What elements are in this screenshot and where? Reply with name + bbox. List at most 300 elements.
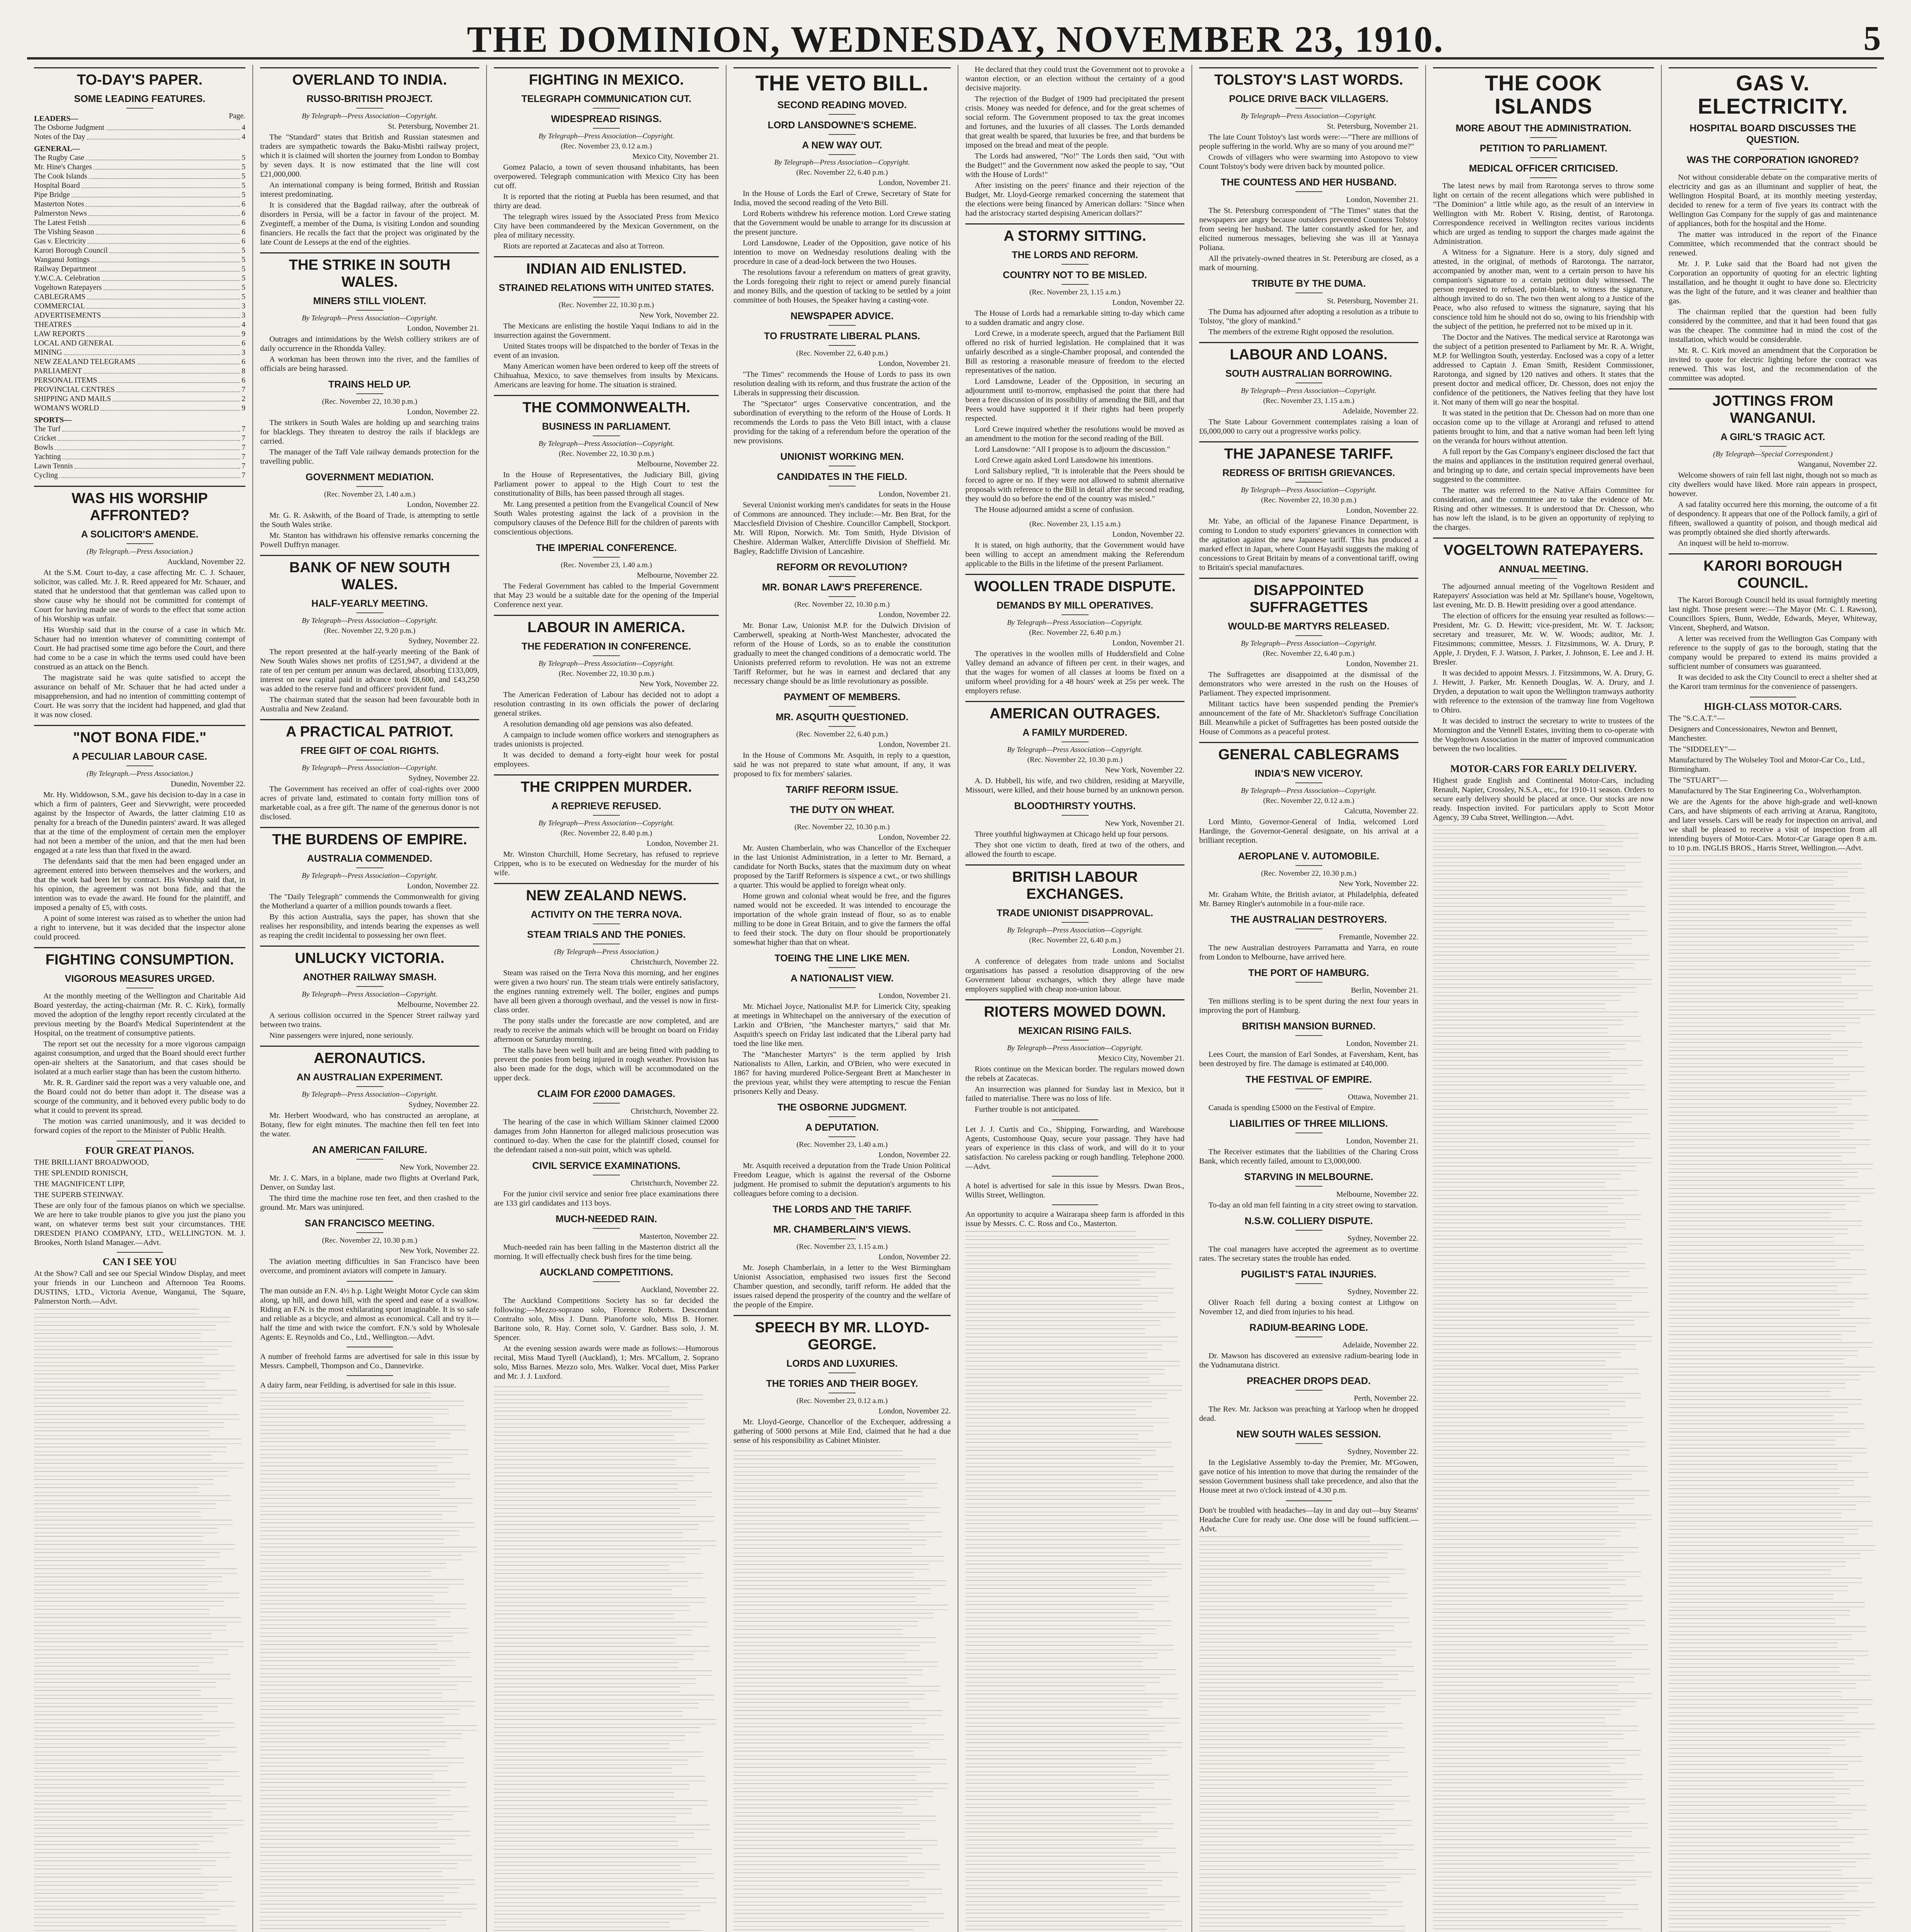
article-received-time: (Rec. November 22, 6.40 p.m.) (1263, 650, 1355, 658)
article-body (965, 1065, 1184, 1114)
advertisement-line: THE SPLENDID RONISCH, (34, 1169, 128, 1177)
article (494, 256, 719, 389)
article-subhead: COUNTRY NOT TO BE MISLED. (965, 269, 1184, 285)
article-received-time: (Rec. November 22, 10.30 p.m.) (1261, 496, 1356, 504)
advertisement-heading: HIGH-CLASS MOTOR-CARS. (1704, 701, 1842, 712)
index-row-page: 5 (242, 274, 245, 282)
article-subhead: STRAINED RELATIONS WITH UNITED STATES. (494, 282, 719, 298)
article-subhead: NEW SOUTH WALES SESSION. (1199, 1429, 1418, 1444)
index-leader-dots (99, 376, 240, 383)
index-leader-dots (98, 265, 240, 272)
article (260, 379, 479, 466)
article-paragraph: The "Spectator" urges Conservative concentration, and the subordination of everything to the reform of the House of Lords. It recommends the Lords to pass the Veto Bill intact, with a clause providing for the taking of a referendum before the operation of the new provisions. (733, 400, 951, 445)
article-paragraph: The election of officers for the ensuing year resulted as follows:—President, Mr. G. D. Hewitt; vice-president, Mr. W. T. Jackson; secretary and treasurer, Mr. W. W. Woods; auditor, Mr. J. Fitzsimmons; committee, Messrs. J. Fitzsimmons, W. A. Drury, P. Apple, J. Dryden, F. J. Watson, J. Parker, J. Johnson, E. Lee and J. H. Bresler. (1433, 612, 1654, 667)
article-dateline: London, November 22. (407, 882, 479, 890)
article-received-time: (Rec. November 22, 6.40 p.m.) (796, 349, 888, 357)
divider (347, 1375, 393, 1376)
article-subhead: CANDIDATES IN THE FIELD. (733, 471, 951, 486)
article (733, 1204, 951, 1310)
index-row-label: PERSONAL ITEMS (34, 376, 97, 384)
article-paragraph: The rejection of the Budget of 1909 had precipitated the present crisis. Money was needed for defence, and for the great schemes of social reform. The Government proposed to tax the great incomes and fortunes, and the luxuries of all classes. The Lords demanded that great wealth be spared, that luxuries be free, and that burdens be imposed on the bread and meat of the people. (965, 95, 1184, 150)
index-row (34, 255, 245, 265)
article-subhead: STARVING IN MELBOURNE. (1199, 1171, 1418, 1187)
article-body (1199, 417, 1418, 436)
article-dateline: Berlin, November 21. (1351, 986, 1418, 995)
article-subhead: HOSPITAL BOARD DISCUSSES THE QUESTION. (1669, 122, 1877, 150)
article-dateline: London, November 21. (878, 179, 951, 187)
article-subhead: PREACHER DROPS DEAD. (1199, 1375, 1418, 1391)
divider (1052, 1204, 1098, 1205)
article-paragraph: Mr. G. R. Askwith, of the Board of Trade, is attempting to settle the South Wales strike. (260, 511, 479, 529)
article-body (965, 541, 1184, 568)
index-row (34, 218, 245, 228)
index-leader-dots (106, 123, 240, 130)
article-paragraph: All the privately-owned theatres in St. Petersburg are closed, as a mark of mourning. (1199, 254, 1418, 272)
article-body (733, 844, 951, 947)
article-dateline: St. Petersburg, November 21. (1327, 297, 1418, 305)
article-paragraph: The adjourned annual meeting of the Vogeltown Resident and Ratepayers' Association was held at Mr. Spillane's house, Vogeltown, last evening, Mr. D. B. Hewitt presiding over a good attendance. (1433, 582, 1654, 609)
index-leader-dots (71, 190, 240, 197)
article-paragraph: The House of Lords had a remarkable sitting to-day which came to a sudden dramatic and angry close. (965, 309, 1184, 327)
article-subhead: MUCH-NEEDED RAIN. (494, 1213, 719, 1229)
article-subhead: LORD LANSDOWNE'S SCHEME. (733, 119, 951, 135)
article-paragraph: The report set out the necessity for a more vigorous campaign against consumption, and urged that the Board should erect further open-air shelters at the Sanatorium, and that cases should be isolated at a much earlier stage than has been the custom hitherto. (34, 1040, 245, 1076)
article-dateline: Melbourne, November 22. (397, 1000, 479, 1009)
article (1199, 850, 1418, 908)
article-dateline: London, November 21. (1346, 196, 1418, 204)
article-headline: THE COMMONWEALTH. (494, 395, 719, 416)
index-leader-dots (102, 311, 240, 318)
article-paragraph: United States troops will be dispatched to the border of Texas in the event of an invasion. (494, 342, 719, 360)
article-paragraph: Nine passengers were injured, none seriously. (269, 1031, 414, 1040)
article-subhead: WOULD-BE MARTYRS RELEASED. (1199, 621, 1418, 636)
index-row-label: NEW ZEALAND TELEGRAMS (34, 358, 136, 366)
article-subhead: POLICE DRIVE BACK VILLAGERS. (1199, 93, 1418, 109)
article (1199, 1171, 1418, 1210)
article (260, 719, 479, 821)
index-row-label: Vogeltown Ratepayers (34, 284, 102, 292)
article-paragraph: The Duma has adjourned after adopting a resolution as a tribute to Tolstoy, "the glory of mankind." (1199, 308, 1418, 325)
article-subhead: ANOTHER RAILWAY SMASH. (260, 971, 479, 987)
index-leader-dots (115, 339, 240, 346)
article-credit: By Telegraph—Press Association—Copyright. (1007, 1044, 1143, 1052)
index-row (34, 425, 245, 434)
article-paragraph: It was stated in the petition that Dr. Chesson had on more than one occasion come up to the village at Arorangi and refused to attend patients brought to him, and that a native woman had been left lying on the veranda for hours without attention. (1433, 409, 1654, 445)
article-dateline: London, November 22. (407, 408, 479, 416)
article-subhead: RADIUM-BEARING LODE. (1199, 1322, 1418, 1337)
article (965, 520, 1184, 568)
news-column-4 (727, 65, 958, 1932)
advertisement (34, 1146, 245, 1247)
article-body (1199, 890, 1418, 908)
article (1199, 1429, 1418, 1495)
advertisement (260, 1286, 479, 1342)
index-leader-dots (112, 395, 240, 401)
article-subhead: A GIRL'S TRAGIC ACT. (1669, 431, 1877, 447)
article-subhead: AN AUSTRALIAN EXPERIMENT. (260, 1071, 479, 1087)
index-leader-dots (100, 404, 240, 411)
article (1199, 1074, 1418, 1112)
article-subhead: AUCKLAND COMPETITIONS. (494, 1267, 719, 1282)
index-row-label: SHIPPING AND MAILS (34, 395, 111, 403)
newsprint-texture (965, 1231, 1184, 1932)
advertisement-text: A number of freehold farms are advertised for sale in this issue by Messrs. Campbell, Thompson and Co., Dannevirke. (260, 1352, 479, 1370)
article (733, 691, 951, 779)
article-subhead: LIABILITIES OF THREE MILLIONS. (1199, 1118, 1418, 1133)
article-received-time: (Rec. November 23, 1.15 a.m.) (1029, 288, 1121, 296)
article-credit: By Telegraph—Press Association—Copyright. (301, 314, 438, 322)
article-headline: GAS V. ELECTRICITY. (1669, 67, 1877, 118)
article-paragraph: Mr. Yabe, an official of the Japanese Finance Department, is coming to London to study exporters' grievances in connection with the agitation against the new Japanese tariff. This has produced a marked effect in Japan, where Count Hayashi suggests the making of concessions to Great Britain by means of a conventional tariff, owing to Britain's special manufactures. (1199, 517, 1418, 572)
article-paragraph: The "Manchester Martyrs" is the term applied by Irish Nationalists to Allen, Larkin, and O'Brien, who were executed in 1867 for having murdered Police-Sergeant Brett at Manchester in the previous year, whilst they were attempting to rescue the Fenian prisoners Kelly and Deasy. (733, 1050, 951, 1096)
article-subhead: TARIFF REFORM ISSUE. (733, 784, 951, 799)
article-credit: By Telegraph—Press Association—Copyright. (301, 112, 438, 120)
index-row-label: The Rugby Case (34, 154, 84, 162)
article (260, 471, 479, 549)
article (1433, 537, 1654, 753)
article-body (1199, 206, 1418, 272)
article (1199, 342, 1418, 436)
advertisement (1669, 702, 1877, 853)
article-subhead: PUGILIST'S FATAL INJURIES. (1199, 1269, 1418, 1284)
article-headline: A PRACTICAL PATRIOT. (260, 719, 479, 740)
article-dateline: New York, November 22. (400, 1163, 479, 1172)
index-row-page: 7 (242, 425, 245, 433)
article-paragraph: A. D. Hubbell, his wife, and two children, residing at Maryville, Missouri, were killed, and their house burned by an unknown person. (965, 777, 1184, 794)
article-body (1199, 1050, 1418, 1068)
article-paragraph: The State Labour Government contemplates raising a loan of £6,000,000 to carry out a progressive works policy. (1199, 418, 1418, 435)
article-paragraph: Mr. Winston Churchill, Home Secretary, has refused to reprieve Crippen, who is to be executed on Wednesday for the murder of his wife. (494, 850, 719, 877)
article-headline: AERONAUTICS. (260, 1046, 479, 1067)
article-paragraph: The manager of the Taff Vale railway demands protection for the travelling public. (260, 448, 479, 466)
newsprint-texture (733, 1451, 951, 1932)
article-headline: AMERICAN OUTRAGES. (965, 701, 1184, 722)
article-paragraph: The Receiver estimates that the liabilities of the Charing Cross Bank, which recently failed, amount to £3,000,000. (1199, 1148, 1418, 1165)
article-subhead: MINERS STILL VIOLENT. (260, 295, 479, 311)
article (260, 1046, 479, 1139)
article-subhead: TRADE UNIONIST DISAPPROVAL. (965, 907, 1184, 923)
index-leader-dots (102, 274, 240, 281)
article-subhead: TELEGRAPH COMMUNICATION CUT. (494, 93, 719, 109)
index-row-page: 5 (242, 293, 245, 301)
index-leader-dots (96, 228, 240, 235)
index-row-label: Wanganui Jottings (34, 256, 90, 264)
advertisement (260, 1381, 479, 1390)
article-received-time: (Rec. November 22, 10.30 p.m.) (558, 450, 654, 458)
article (494, 615, 719, 769)
article (1199, 1118, 1418, 1166)
index-row-page: 7 (242, 462, 245, 470)
article-dateline: London, November 22. (1346, 506, 1418, 515)
article-dateline: London, November 22. (1112, 530, 1184, 539)
article-body (1199, 997, 1418, 1015)
article-subhead: TOEING THE LINE LIKE MEN. (733, 952, 951, 968)
article-subhead: TRAINS HELD UP. (260, 379, 479, 394)
advertisement (1199, 1506, 1418, 1534)
article-subhead: A PECULIAR LABOUR CASE. (34, 751, 245, 766)
article (1199, 67, 1418, 171)
article-paragraph: The hearing of the case in which William Skinner claimed £2000 damages from John Hannerton for alleged malicious prosecution was continued to-day. When the case for the plaintiff closed, counsel for the defendant raised a non-suit point, which was upheld. (494, 1118, 719, 1154)
divider (1286, 1500, 1332, 1501)
index-row-page: 7 (242, 444, 245, 452)
article-received-time: (Rec. November 22, 10.30 p.m.) (558, 670, 654, 678)
index-leader-dots (88, 237, 240, 244)
advertisement-line: The "S.C.A.T."— (1669, 714, 1725, 723)
index-leader-dots (55, 443, 240, 450)
article-paragraph: Riots continue on the Mexican border. The regulars mowed down the rebels at Zacatecas. (965, 1065, 1184, 1083)
index-row (34, 293, 245, 302)
index-row-page: 6 (242, 376, 245, 384)
article (1199, 1020, 1418, 1068)
article-paragraph: The aviation meeting difficulties in San Francisco have been overcome, and prominent aviators will compete in January. (260, 1257, 479, 1275)
article-body (494, 1189, 719, 1208)
article (260, 827, 479, 940)
article-paragraph: It was decided to demand a forty-eight hour week for postal employees. (494, 751, 719, 769)
article-dateline: Ottawa, November 21. (1348, 1093, 1418, 1101)
article-headline: THE BURDENS OF EMPIRE. (260, 827, 479, 848)
article-dateline: London, November 22. (407, 500, 479, 509)
article-paragraph: Mr. J. P. Luke said that the Board had not given the Corporation an opportunity of quoting for an electric lighting installation, and he thought it ought to have done so. Electricity was the light of the future, and it was cleaner and healthier than gas. (1669, 260, 1877, 305)
article-subhead: THE OSBORNE JUDGMENT. (733, 1102, 951, 1117)
index-leader-dots (83, 367, 240, 374)
article-paragraph: The report presented at the half-yearly meeting of the Bank of New South Wales shows net profits of £251,947, a dividend at the rate of ten per centum per annum was declared, absorbing £133,009, interest on new capital paid in advance took £8,600, and £43,250 was added to the reserve fund and officers' provident fund. (260, 648, 479, 693)
newspaper-title: THE DOMINION, WEDNESDAY, NOVEMBER 23, 1910. (467, 19, 1444, 60)
article-body (733, 1263, 951, 1310)
article-received-time: (Rec. November 22, 0.12 a.m.) (1263, 797, 1355, 805)
news-column-1 (27, 65, 253, 1932)
article-dateline: London, November 21. (647, 839, 719, 848)
article-paragraph: Many American women have been ordered to keep off the streets of Chihuahua, Mexico, to save themselves from insults by Mexicans. Americans are leaving for home. The situation is strained. (494, 362, 719, 389)
article-subhead: THE COUNTESS AND HER HUSBAND. (1199, 177, 1418, 192)
article-subhead: THE FEDERATION IN CONFERENCE. (494, 641, 719, 656)
article-headline: RIOTERS MOWED DOWN. (965, 999, 1184, 1020)
article-paragraph: "The Times" recommends the House of Lords to pass its own resolution dealing with its reform, and thus frustrate the action of the Liberals in suppressing their discussion. (733, 370, 951, 397)
article-paragraph: Further trouble is not anticipated. (975, 1105, 1080, 1114)
article-paragraph: The resolutions favour a referendum on matters of great gravity, the Lords foregoing their right to reject or amend purely financial and money Bills, and the question of tacking to be settled by a joint committee of both Houses, the Speaker having a casting-vote. (733, 268, 951, 304)
article-subhead: A NEW WAY OUT. (733, 139, 951, 155)
advertisement-line: The "SIDDELEY"— (1669, 745, 1736, 753)
article-received-time: (Rec. November 23, 0.12 a.m.) (561, 142, 652, 150)
advertisement (965, 1210, 1184, 1228)
newsprint-texture (1199, 1536, 1418, 1932)
article-credit: (By Telegraph—Special Correspondent.) (1713, 450, 1833, 458)
article-dateline: Auckland, November 22. (167, 558, 245, 566)
article-dateline: London, November 21. (1346, 1137, 1418, 1145)
article (1199, 278, 1418, 337)
article-subhead: MORE ABOUT THE ADMINISTRATION. (1433, 122, 1654, 138)
article (260, 67, 479, 247)
article-paragraph: By this action Australia, says the paper, has shown that she realises her responsibility, and intends bearing the expenses as well as reaping the credit incidental to possessing her own fleet. (260, 913, 479, 940)
index-leader-dots (137, 357, 240, 364)
index-row-page: 6 (242, 219, 245, 227)
article-dateline: New York, November 22. (1339, 879, 1418, 888)
article-subhead: AUSTRALIA COMMENDED. (260, 853, 479, 868)
article-dateline: London, November 22. (878, 611, 951, 619)
article-dateline: London, November 21. (878, 359, 951, 368)
advertisement-text: Highest grade English and Continental Motor-Cars, including Renault, Napier, Crossley, N.S.A., etc., for 1910-11 season. Orders to secure early delivery should be placed at once. Our stocks are now ready. Inspection invited. For particulars apply to Scott Motor Agency, 39 Cuba Street, Wellington.—Advt. (1433, 776, 1654, 822)
article-dateline: London, November 22. (878, 1151, 951, 1159)
index-heading: LEADERS— (34, 114, 78, 123)
article-paragraph: Canada is spending £5000 on the Festival of Empire. (1208, 1104, 1376, 1112)
article-paragraph: It was decided to appoint Messrs. J. Fitzsimmons, W. A. Drury, G. J. Hewitt, J. Parker, Mr. Kenneth Douglas, W. A. Drury, and J. Dryden, a deputation to wait upon the Wellington tramways authority with reference to the extension of the tramway line from Vogeltown to Ohiro. (1433, 669, 1654, 714)
article-headline: VOGELTOWN RATEPAYERS. (1433, 537, 1654, 559)
advertisement-line: Designers and Concessionaires, Newton and Bennett, Manchester. (1669, 725, 1838, 743)
article-body (733, 189, 951, 305)
index-row-page: 7 (242, 453, 245, 461)
article-body (260, 418, 479, 466)
article-received-time: (Rec. November 22, 10.30 p.m.) (794, 600, 890, 609)
article-body (494, 1243, 719, 1261)
article-headline: JOTTINGS FROM WANGANUI. (1669, 388, 1877, 427)
article-received-time: (Rec. November 23, 1.40 a.m.) (796, 1141, 888, 1149)
article-headline: TOLSTOY'S LAST WORDS. (1199, 67, 1418, 88)
article-dateline: London, November 21. (1346, 1039, 1418, 1048)
index-row-label: COMMERCIAL (34, 302, 85, 310)
advertisement-text: We are the Agents for the above high-grade and well-known Cars, and have shipments of each arriving at Ararua, Rangitoto, and later vessels. Cars will be ready for inspection on arrival, and we shall be pleased to receive a visit of inspection from all intending buyers of Motor-Cars. Motor-Car Garage open 8 a.m. to 10 p.m. INGLIS BROS., Harris Street, Wellington.—Advt. (1669, 798, 1877, 852)
article-dateline: London, November 22. (1112, 298, 1184, 307)
article-headline: GENERAL CABLEGRAMS (1199, 742, 1418, 763)
article-paragraph: A serious collision occurred in the Spencer Street railway yard between two trains. (260, 1011, 479, 1029)
article-paragraph: He declared that they could trust the Government not to provoke a wanton election, or an election without the certainty of a good decisive majority. (965, 65, 1184, 92)
article-paragraph: Welcome showers of rain fell last night, though not so much as city dwellers would have liked. More rain appears in prospect, however. (1669, 471, 1877, 498)
article-dateline: Sydney, November 22. (1347, 1447, 1418, 1456)
article-paragraph: Mr. Hy. Widdowson, S.M., gave his decision to-day in a case in which a firm of painters, Geer and Sievwright, were proceeded against by the Inspector of Awards, the latter claiming £10 as penalty for a breach of the Dunedin painters' award. It was alleged that at the time of the employment of certain men the employer had not been a member of the union, and that the men had been engaged at a rate less than that fixed in the award. (34, 791, 245, 855)
index-row (34, 395, 245, 404)
article (1669, 553, 1877, 691)
advertisement-text: Let J. J. Curtis and Co., Shipping, Forwarding, and Warehouse Agents, Customhouse Quay, secure your passage. They have had years of experience in this class of work, and will do it to your satisfaction. No careless packing or rough handling. Telephone 2000.—Advt. (965, 1125, 1184, 1171)
index-row-label: Y.W.C.A. Celebration (34, 274, 100, 282)
index-row-page: 5 (242, 191, 245, 199)
article-body (494, 163, 719, 251)
index-row (34, 237, 245, 246)
article-paragraph: Lees Court, the mansion of Earl Sondes, at Faversham, Kent, has been destroyed by fire. The damage is estimated at £40,000. (1199, 1050, 1418, 1068)
article (260, 1218, 479, 1276)
advertisement (34, 1257, 245, 1306)
article-dateline: Christchurch, November 22. (631, 1107, 719, 1116)
article-dateline: New York, November 22. (639, 680, 719, 688)
index-row-page: 4 (242, 133, 245, 141)
article-dateline: London, November 22. (878, 1407, 951, 1415)
index-subhead: SOME LEADING FEATURES. (34, 93, 245, 109)
article (733, 952, 951, 1096)
article-paragraph: A sad fatality occurred here this morning, the outcome of a fit of despondency. It appears that one of the Pollock family, a girl of fifteen, swallowed a quantity of poison, and though medical aid was promptly obtained she died shortly afterwards. (1669, 500, 1877, 537)
article-paragraph: An inquest will be held to-morrow. (1678, 539, 1789, 548)
article-subhead: THE PORT OF HAMBURG. (1199, 967, 1418, 983)
article-paragraph: Mr. Austen Chamberlain, who was Chancellor of the Exchequer in the last Unionist Administration, in a letter to Mr. Bernard, a candidate for North Bucks, states that the maximum duty on wheat proposed by the Tariff Reformers is sixpence a cwt., or two shillings a quarter. This would be applied to foreign wheat only. (733, 844, 951, 889)
article-body (1433, 181, 1654, 532)
article-paragraph: Lord Roberts withdrew his reference motion. Lord Crewe stating that the Government would be unable to arrange for its discussion at the present juncture. (733, 209, 951, 236)
article-body (965, 957, 1184, 994)
article-paragraph: The chairman replied that the question had been fully considered by the committee, and that it had been found that gas was the cheaper. The committee had in mind the cost of the installation, which would be considerable. (1669, 308, 1877, 344)
article-headline: LABOUR IN AMERICA. (494, 615, 719, 636)
index-row (34, 133, 245, 142)
article-paragraph: Steam was raised on the Terra Nova this morning, and her engines were given a two hours' run. The steam trials were entirely satisfactory, the engines running extremely well. The boiler, engines and pumps have all been given a thorough overhaul, and the vessel is now in first-class order. (494, 969, 719, 1014)
article-body (1199, 1351, 1418, 1370)
index-leader-dots (88, 209, 240, 216)
article-paragraph: Oliver Roach fell during a boxing contest at Lithgow on November 12, and died from injuries to his head. (1199, 1298, 1418, 1316)
article-paragraph: To-day an old man fell fainting in a city street owing to starvation. (1208, 1201, 1418, 1209)
article-paragraph: A letter was received from the Wellington Gas Company with reference to the supply of gas to the borough, stating that the company would be prepared to extend its mains provided a sufficient number of consumers was guaranteed. (1669, 634, 1877, 671)
article-paragraph: Mr. Lloyd-George, Chancellor of the Exchequer, addressing a gathering of 5000 persons at Mile End, claimed that he had a due sense of his responsibility as Cabinet Minister. (733, 1418, 951, 1445)
index-row (34, 311, 245, 320)
article-received-time: (Rec. November 22, 9.20 p.m.) (324, 627, 415, 635)
index-row-page: 5 (242, 265, 245, 273)
article-headline: SPEECH BY MR. LLOYD-GEORGE. (733, 1315, 951, 1353)
article-paragraph: Home grown and colonial wheat would be free, and the figures named would not be exceeded. It was intended to encourage the importation of the whole grain instead of flour, so as to enable milling to be done in Great Britain, and to give the farmers the offal to feed their stock. The duty on flour should be proportionately somewhat higher than that on wheat. (733, 892, 951, 947)
article-paragraph: Not without considerable debate on the comparative merits of electricity and gas as an illuminant and supplier of heat, the Wellington Hospital Board, at its monthly meeting yesterday, decided to renew for a term of five years its contract with the Wellington Gas Company for the supply of gas and maintenance of appliances, both for the hospital and the Home. (1669, 173, 1877, 228)
article-dateline: London, November 21. (878, 490, 951, 498)
article-subhead: A REPRIEVE REFUSED. (494, 800, 719, 816)
index-row (34, 462, 245, 471)
article-body (260, 1011, 479, 1040)
article-subhead: THE TORIES AND THEIR BOGEY. (733, 1378, 951, 1393)
index-leader-dots (63, 452, 240, 459)
index-leader-dots (85, 200, 240, 207)
article-subhead: GOVERNMENT MEDIATION. (260, 471, 479, 487)
article (494, 1160, 719, 1208)
article-credit: (By Telegraph.—Press Association.) (87, 548, 193, 556)
article (965, 999, 1184, 1114)
advertisement-line: Manufactured by The Star Engineering Co., Wolverhampton. (1669, 787, 1862, 795)
article-subhead: ANNUAL MEETING. (1433, 563, 1654, 579)
article-paragraph: Mr. Asquith received a deputation from the Trade Union Political Freedom League, which is against the reversal of the Osborne judgment. He promised to submit the deputation's arguments to his colleagues before coming to a decision. (733, 1162, 951, 1198)
article (1669, 67, 1877, 383)
article-body (965, 830, 1184, 859)
article-headline: THE COOK ISLANDS (1433, 67, 1654, 118)
index-row-page: 3 (242, 349, 245, 357)
article-body (1669, 173, 1877, 383)
article-subhead: WIDESPREAD RISINGS. (494, 113, 719, 129)
index-leader-dots (89, 172, 240, 179)
index-row (34, 265, 245, 274)
article-paragraph: Lord Lansdowne: "All I propose is to adjourn the discussion." (975, 445, 1170, 454)
article-paragraph: Several Unionist working men's candidates for seats in the House of Commons are announced. They include:—Mr. Ben Brat, for the Macclesfield Division of Cheshire. Councillor Campbell, Stockport. Mr. Will Ripon, Norwich. Mr. Tom Smith, Hyde Division of Cheshire. Alderman Walker, Attercliffe Division of Sheffield. Mr. Bagley, Radcliffe Division of Lancashire. (733, 501, 951, 556)
index-row-page: 8 (242, 367, 245, 375)
article (260, 1144, 479, 1212)
article-subhead: STEAM TRIALS AND THE PONIES. (494, 929, 719, 944)
article-paragraph: The Government has received an offer of coal-rights over 2000 acres of private land, estimated to contain forty million tons of marketable coal, as a free gift. The name of the generous donor is not disclosed. (260, 785, 479, 821)
article-subhead: LORDS AND LUXURIES. (733, 1358, 951, 1373)
index-row-page: 4 (242, 124, 245, 132)
article-credit: By Telegraph—Press Association—Copyright. (538, 819, 674, 827)
article-paragraph: Lord Crewe inquired whether the resolutions would be moved as an amendment to the motion for the second reading of the Bill. (965, 425, 1184, 443)
article-paragraph: A workman has been thrown into the river, and the families of officials are being harassed. (260, 355, 479, 373)
article-dateline: Sydney, November 22. (1347, 1287, 1418, 1296)
index-row-label: Yachting (34, 453, 61, 461)
article-dateline: Mexico City, November 21. (632, 152, 719, 161)
article-subhead: TRIBUTE BY THE DUMA. (1199, 278, 1418, 293)
article-body (1433, 582, 1654, 753)
index-leader-dots (87, 302, 240, 309)
index-row-page: 6 (242, 339, 245, 347)
index-leader-dots (88, 218, 240, 225)
article-body (965, 309, 1184, 514)
article-paragraph: Mr. R. C. Kirk moved an amendment that the Corporation be invited to quote for electric lighting before the contract was renewed. This was lost, and the recommendation of the committee was adopted. (1669, 346, 1877, 383)
article-body (494, 470, 719, 537)
article-paragraph: The latest news by mail from Rarotonga serves to throw some light on certain of the recent allegations which were published in "The Dominion" a little while ago, as the result of an interview in Wellington with Mr. Robert V. Rising, dentist, of Rarotonga. Correspondence received in Wellington recites various incidents which are urged as tending to support the charges made against the Administration. (1433, 182, 1654, 246)
article-body (34, 790, 245, 942)
article (1199, 441, 1418, 572)
article-headline: LABOUR AND LOANS. (1199, 342, 1418, 363)
index-leader-dots (116, 385, 240, 392)
article-paragraph: An international company is being formed, British and Russian interest predominating. (260, 181, 479, 199)
index-row-label: Mr. Hine's Charges (34, 163, 92, 171)
article-paragraph: The third time the machine rose ten feet, and then crashed to the ground. Mr. Mars was uninjured. (260, 1194, 479, 1212)
article-headline: KARORI BOROUGH COUNCIL. (1669, 553, 1877, 592)
index-leader-dots (87, 133, 240, 139)
article-paragraph: The telegraph wires issued by the Associated Press from Mexico City have been commandeered by the Mexican Government, on the plea of military necessity. (494, 213, 719, 240)
index-row-label: The Vishing Season (34, 228, 94, 236)
